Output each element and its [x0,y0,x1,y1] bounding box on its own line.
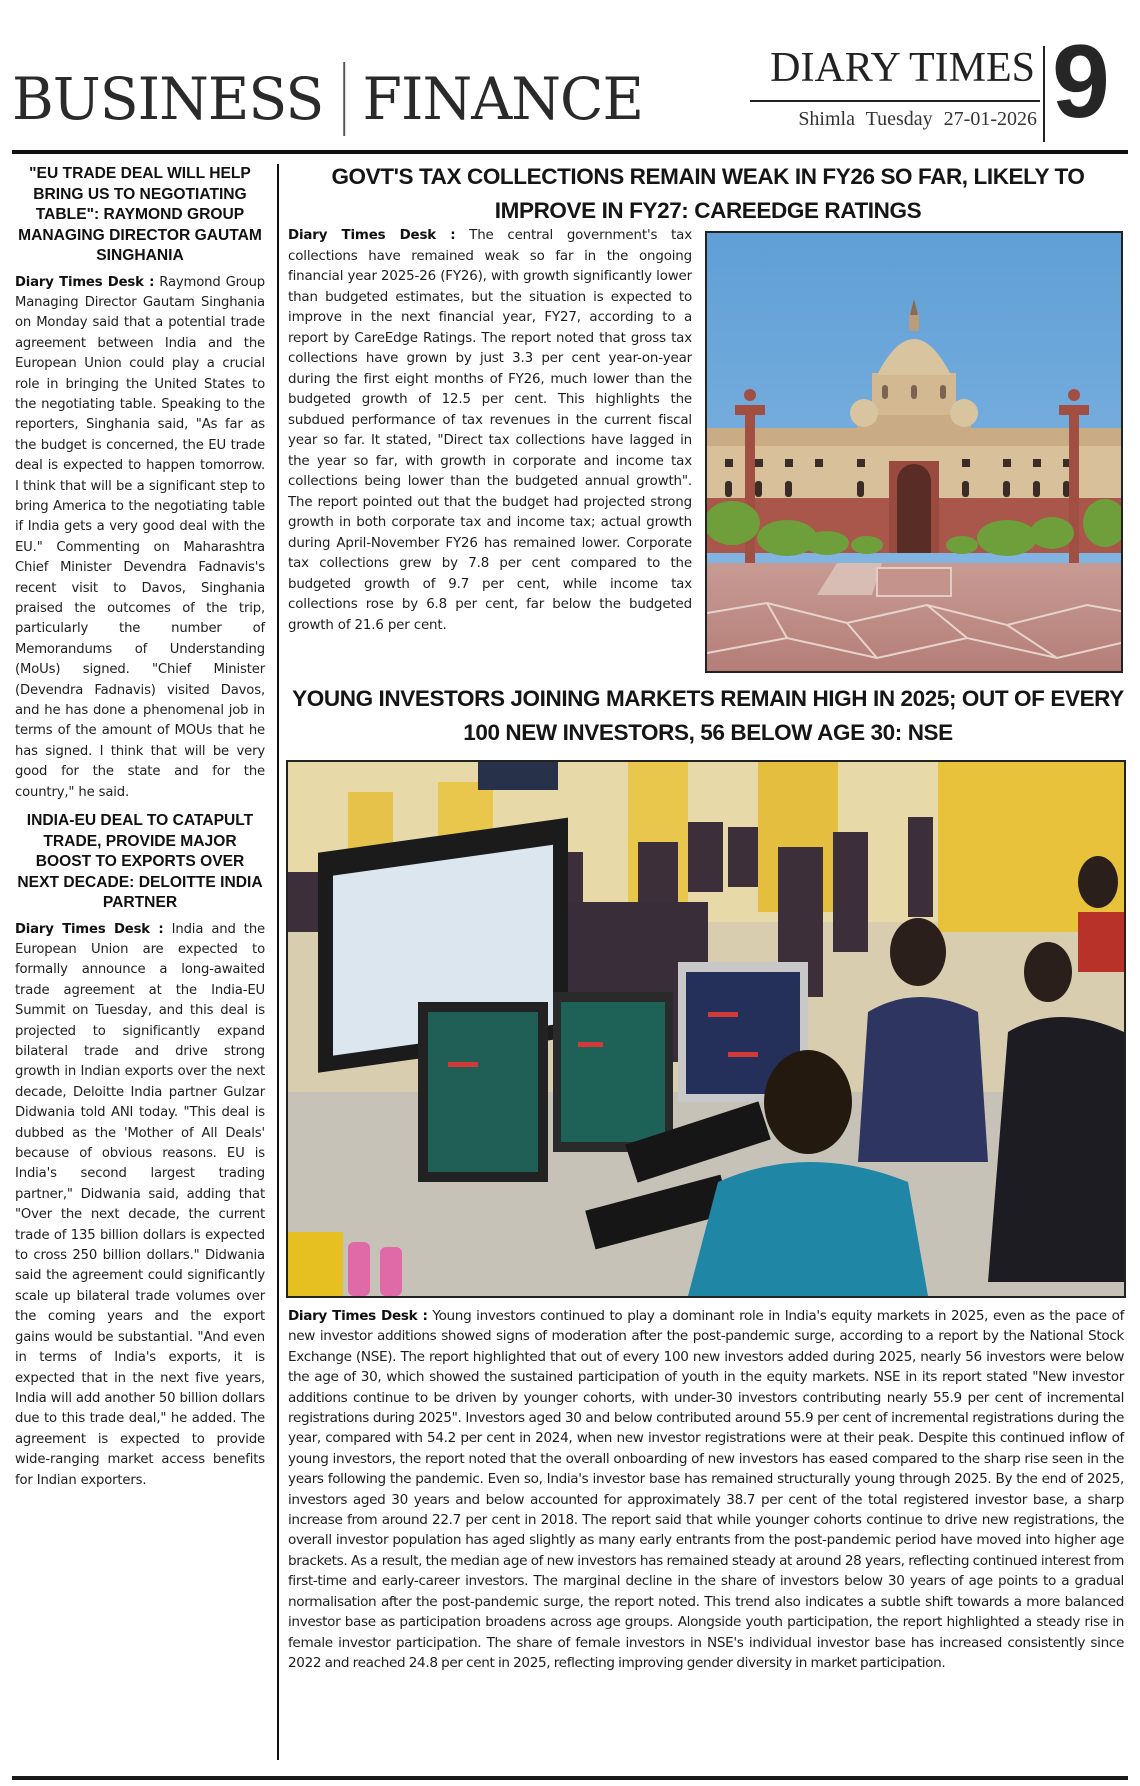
page-number-divider [1043,46,1045,142]
article-headline: INDIA-EU DEAL TO CATAPULT TRADE, PROVIDE MAJOR BOOST TO EXPORTS OVER NEXT DECADE: DELOITTE INDIA PARTNER [17,812,263,912]
article-body [288,1306,1124,1673]
article-text: The central government's tax collections have remained weak so far in the ongoing financial year 2025-26 (FY26), with growth significantly lower than budgeted estimates, but the situation is expected to improve in the next financial year, FY27, according to a report by CareEdge Ratings. The report noted that gross tax collections have grown by just 3.3 per cent year-on-year during the first eight months of FY26, much lower than the budgeted growth of 12.5 per cent. This highlights the subdued performance of tax revenues in the current fiscal year so far. It stated, "Direct tax collections have lagged in the year so far, with growth in corporate and income tax collections being lower than the budgeted annual growth". The report pointed out that the budget had projected strong growth in both corporate tax and income tax; actual growth during April-November FY26 has remained lower. Corporate tax collections grew by 7.8 per cent compared to the budgeted growth of 9.7 per cent, while income tax collections rose by 6.8 per cent, far below the budgeted growth of 21.6 per cent. [288,228,692,633]
section-title-divider [343,62,345,136]
nse-article-headline: YOUNG INVESTORS JOINING MARKETS REMAIN HIGH IN 2025; OUT OF EVERY 100 NEW INVESTORS, 56 BELOW AGE 30: NSE [292,686,1124,745]
article-body [288,226,692,636]
top-rule [12,150,1128,154]
byline: Diary Times Desk : [288,1308,428,1324]
masthead [0,0,1140,150]
government-building-photo [705,231,1123,673]
bottom-rule [12,1776,1128,1780]
article-body [15,273,265,804]
byline: Diary Times Desk : [15,921,164,937]
tax-article-headline: GOVT'S TAX COLLECTIONS REMAIN WEAK IN FY26 SO FAR, LIKELY TO IMPROVE IN FY27: CAREEDGE RATINGS [331,164,1085,223]
article-text: Young investors continued to play a dominant role in India's equity markets in 2025, even as the pace of new investor additions showed signs of moderation after the post-pandemic surge, according to a report by the National Stock Exchange (NSE). The report highlighted that out of every 100 new investors added during 2025, nearly 56 investors were below the age of 30, which showed the sustained participation of youth in the equity markets. NSE in its report stated "New investor additions continue to be driven by younger cohorts, with under-30 investors contributing nearly 55.9 per cent of incremental registrations during 2025". Investors aged 30 and below contributed around 55.9 per cent of incremental registrations during the year, compared with 54.2 per cent in 2024, when new investor registrations were at their peak. Despite this continued inflow of young investors, the report noted that the overall onboarding of new investors has eased compared to the sharp rise seen in the years following the pandemic. Even so, India's investor base has remained structurally young through 2025. By the end of 2025, investors aged 30 years and below accounted for approximately 38.7 per cent of the total registered investor base, a sharp increase from around 22.7 per cent in 2018. The report said that while younger cohorts continue to drive new registrations, the overall investor population has aged slightly as many early entrants from the post-pandemic period have moved into higher age brackets. As a result, the median age of new investors has remained steady at around 28 years, reflecting continued interest from first-time and early-career investors. The marginal decline in the share of investors below 30 years of age points to a gradual normalisation after the post-pandemic surge, the report noted. This trend also indicates a subtle shift towards a more balanced investor base as participation broadens across age groups. Alongside youth participation, the report highlighted a steady rise in female investor participation. The share of female investors in NSE's individual investor base has increased consistently since 2022 and reached 24.8 per cent in 2025, reflecting improving gender diversity in market participation. [288,1308,1125,1671]
byline: Diary Times Desk : [288,228,456,243]
article-raymond [15,164,265,803]
article-body [15,920,265,1491]
section-title-finance: FINANCE [362,65,644,133]
article-text: India and the European Union are expected to formally announce a long-awaited trade agreement at the India-EU Summit on Tuesday, and this deal is projected to significantly expand bilateral trade and drive strong growth in Indian exports over the next decade, Deloitte India partner Gulzar Didwania told ANI today. "This deal is dubbed as the 'Mother of All Deals' because of obvious reasons. EU is India's second largest trading partner," Didwania said, adding that "Over the next decade, the current trade of 135 billion dollars is expected to cross 250 billion dollars." Didwania said the agreement could significantly scale up bilateral trade volumes over the coming years and the export gains would be substantial. "And even in terms of India's exports, it is expected that in the next five years, India will add another 50 billion dollars due to this trade deal," he added. The agreement is expected to provide wide-ranging market access benefits for Indian exporters. [15,921,266,1488]
trading-floor-illustration [288,762,1124,1296]
article-headline: "EU TRADE DEAL WILL HELP BRING US TO NEGOTIATING TABLE": RAYMOND GROUP MANAGING DIRECTOR GAUTAM SINGHANIA [18,165,262,264]
article-deloitte [15,811,265,1491]
newspaper-name: DIARY TIMES [770,45,1035,91]
section-title-business: BUSINESS [12,65,324,133]
page-number: 9 [1052,24,1110,140]
tax-article-header [288,160,1128,228]
masthead-rule [750,100,1040,102]
column-divider [277,164,279,1760]
nse-article-header [288,682,1128,750]
nse-article [288,1306,1124,1673]
article-text: Raymond Group Managing Director Gautam Singhania on Monday said that a potential trade agreement between India and the European Union could play a crucial role in bringing the United States to the negotiating table. Speaking to the reporters, Singhania said, "As far as the budget is concerned, the EU trade deal is expected to happen tomorrow. I think that will be a significant step to bring America to the negotiating table if India gets a very good deal with the EU." Commenting on Maharashtra Chief Minister Devendra Fadnavis's recent visit to Davos, Singhania praised the outcomes of the trip, particularly the number of Memorandums of Understanding (MoUs) signed. "Chief Minister (Devendra Fadnavis) visited Davos, and he has done a phenomenal job in terms of the amount of MOUs that he has signed. I think that will be very good for the state and for the country," he said. [15,274,265,800]
tax-article [288,226,692,636]
trading-floor-photo [286,760,1126,1298]
government-building-illustration [707,233,1121,671]
left-column [15,164,265,1499]
byline: Diary Times Desk : [15,274,155,290]
section-title [12,62,643,136]
dateline: Shimla Tuesday 27-01-2026 [798,108,1037,130]
